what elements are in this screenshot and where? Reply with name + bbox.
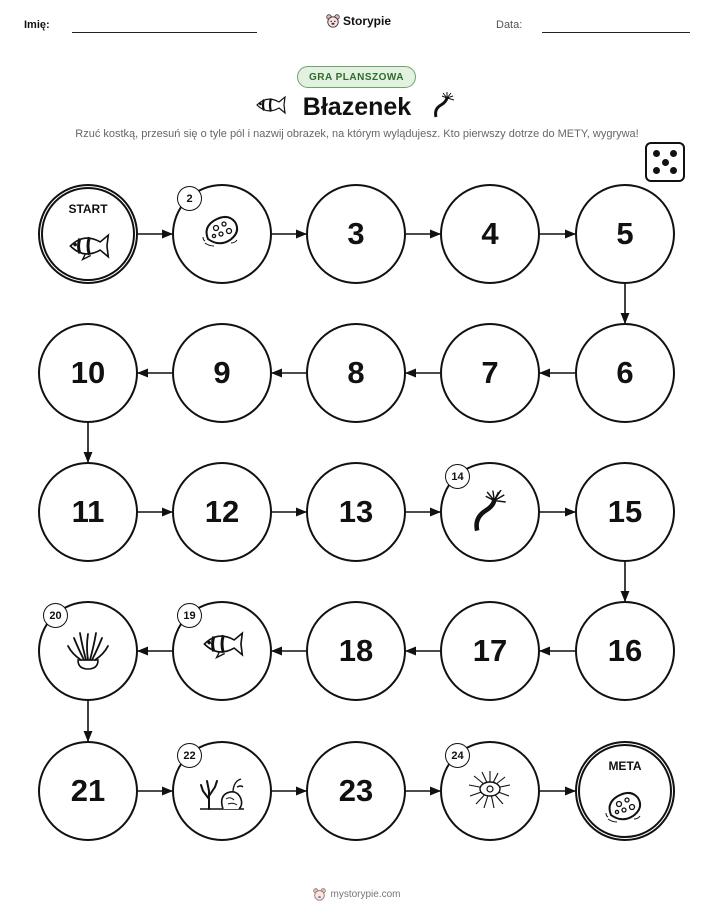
board-cell-10 — [38, 323, 138, 423]
board-cell-3 — [306, 184, 406, 284]
board-cell-23 — [306, 741, 406, 841]
anemone-flower-icon — [467, 769, 513, 814]
footer-url: mystorypie.com — [330, 889, 401, 900]
cell-number-badge: 2 — [177, 186, 202, 211]
cell-number: 13 — [338, 494, 374, 529]
board-cell-5 — [575, 184, 675, 284]
brand-name: Storypie — [343, 14, 392, 28]
name-label: Imię: — [24, 19, 50, 31]
sponge-icon — [604, 788, 646, 831]
cell-number: 5 — [616, 216, 634, 251]
board-cell-12 — [172, 462, 272, 562]
board-cell-16 — [575, 601, 675, 701]
board-cell-7 — [440, 323, 540, 423]
cell-number: 12 — [204, 494, 240, 529]
instructions: Rzuć kostką, przesuń się o tyle pól i nazwij obrazek, na którym wylądujesz. Kto pierwszy dotrze do METY, wygrywa! — [75, 128, 639, 140]
sponge-icon — [201, 212, 243, 255]
cell-number: 8 — [347, 355, 365, 390]
cell-number: 15 — [607, 494, 643, 529]
clownfish-icon — [199, 629, 245, 664]
cell-number-badge: 22 — [177, 743, 202, 768]
game-type-badge: GRA PLANSZOWA — [297, 66, 416, 88]
page-title: Błazenek — [302, 93, 412, 121]
cell-number-badge: 24 — [445, 743, 470, 768]
board-cell-20 — [38, 601, 138, 701]
tube-anemone-icon — [470, 490, 510, 539]
board-cell-1 — [38, 184, 138, 284]
cell-number: 3 — [347, 216, 365, 251]
board-cell-8 — [306, 323, 406, 423]
board-cell-17 — [440, 601, 540, 701]
cell-number-badge: 20 — [43, 603, 68, 628]
board-cell-24 — [440, 741, 540, 841]
cell-number: 17 — [472, 633, 508, 668]
cell-number: 21 — [70, 773, 106, 808]
bear-icon — [313, 888, 326, 901]
cell-number: 7 — [481, 355, 499, 390]
board-cell-14 — [440, 462, 540, 562]
cell-number: 9 — [213, 355, 231, 390]
cell-number-badge: 19 — [177, 603, 202, 628]
board-cell-9 — [172, 323, 272, 423]
board-cell-2 — [172, 184, 272, 284]
footer — [0, 888, 714, 901]
board-cell-13 — [306, 462, 406, 562]
cell-number: 10 — [70, 355, 106, 390]
cell-number: 4 — [481, 216, 499, 251]
cell-number: 16 — [607, 633, 643, 668]
board-cell-6 — [575, 323, 675, 423]
board-cell-4 — [440, 184, 540, 284]
start-label: START — [68, 202, 108, 216]
coral-icon — [197, 769, 247, 816]
board-cell-25 — [575, 741, 675, 841]
cell-number: 18 — [338, 633, 374, 668]
board-cell-18 — [306, 601, 406, 701]
board-cell-15 — [575, 462, 675, 562]
sea-anemone-icon — [65, 629, 111, 676]
cell-number-badge: 14 — [445, 464, 470, 489]
board-cell-22 — [172, 741, 272, 841]
cell-number: 11 — [71, 494, 105, 529]
board-cell-19 — [172, 601, 272, 701]
date-label: Data: — [496, 19, 523, 31]
cell-number: 6 — [616, 355, 634, 390]
board-cell-21 — [38, 741, 138, 841]
cell-number: 23 — [338, 773, 374, 808]
clownfish-icon — [65, 231, 111, 266]
finish-label: META — [608, 759, 642, 773]
board-cell-11 — [38, 462, 138, 562]
